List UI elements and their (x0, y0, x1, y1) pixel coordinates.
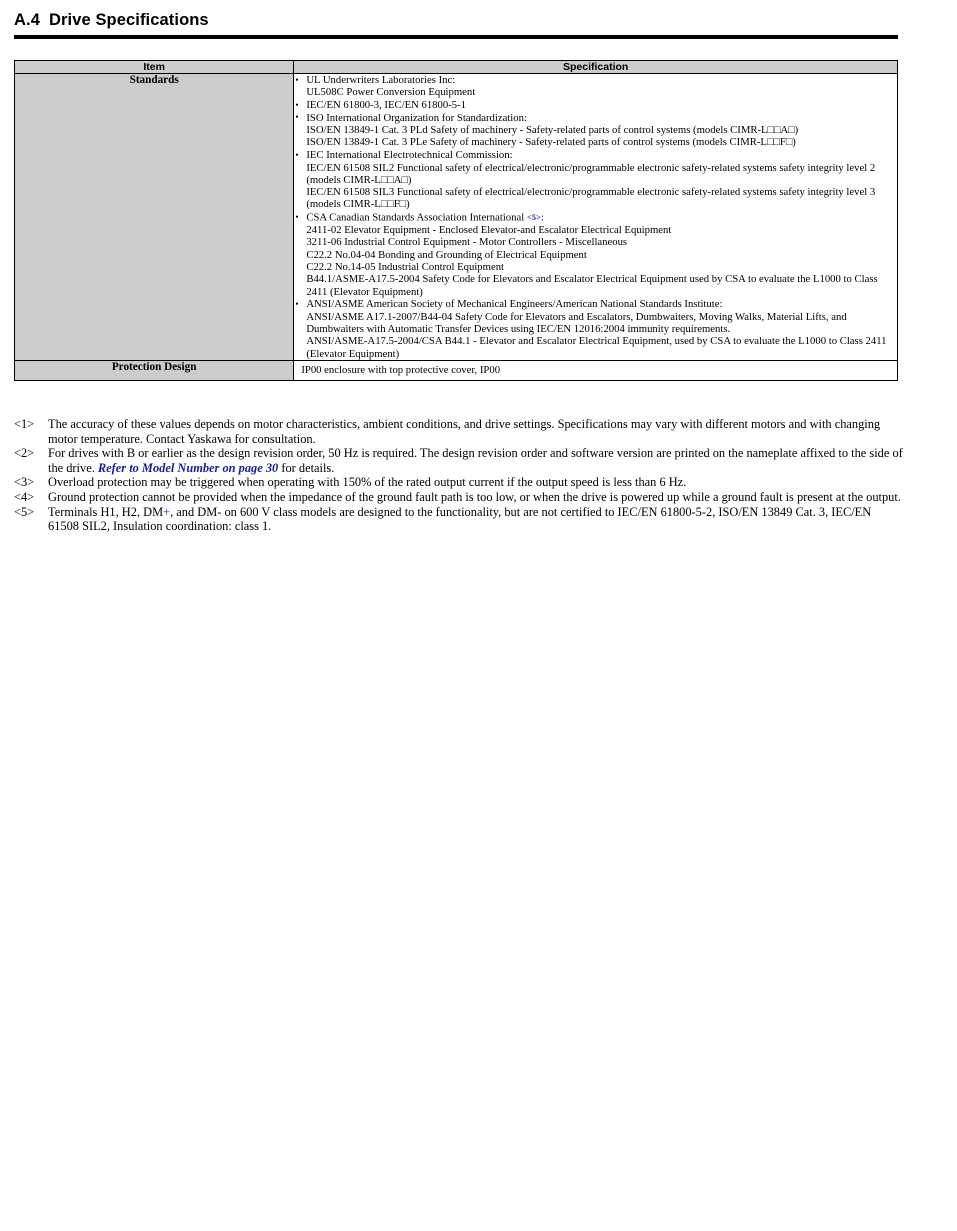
bullet-subline: C22.2 No.04-04 Bonding and Grounding of Electrical Equipment (306, 248, 587, 261)
footnote-tag: <3> (14, 475, 35, 490)
bullet-heading-csa (306, 211, 897, 224)
footnote-text-after: for details. (278, 460, 335, 475)
bullet-heading: • IEC/EN 61800-3, IEC/EN 61800-5-1 (306, 99, 467, 112)
bullet-subline: ANSI/ASME-A17.5-2004/CSA B44.1 - Elevator and Escalator Electrical Equipment, used by CSA to evaluate the L1000 to Class 2411 (Elevator Equipment) (306, 335, 887, 360)
section-title: Drive Specifications (48, 11, 209, 29)
bullet-heading: • UL Underwriters Laboratories Inc: (306, 74, 456, 86)
bullet-subline: ISO/EN 13849-1 Cat. 3 PLe Safety of machinery - Safety-related parts of control systems (models CIMR-L□□F□) (306, 136, 796, 149)
footnote-ref-5[interactable]: <5> (526, 212, 541, 223)
list-item (294, 298, 897, 359)
bullet-subline: C22.2 No.14-05 Industrial Control Equipment (306, 260, 505, 273)
row-label-protection-design: Protection Design (15, 361, 294, 380)
footnote-text: The accuracy of these values depends on motor characteristics, ambient conditions, and drive settings. Specifications may vary with different motors and with changing motor temperature. Contact Yaskawa for consultation. (48, 417, 881, 446)
model-number-link[interactable]: Refer to Model Number on page 30 (97, 460, 279, 475)
table-row-protection-design (15, 361, 898, 380)
table-header-row (15, 61, 898, 74)
footnote-text (48, 505, 904, 534)
bullet-subline: 3211-06 Industrial Control Equipment - Motor Controllers - Miscellaneous (306, 236, 628, 249)
column-header-item: Item (15, 61, 294, 74)
table-row-standards (15, 74, 898, 361)
bullet-heading: • IEC International Electrotechnical Commission: (306, 149, 513, 162)
footnote-text: Overload protection may be triggered when operating with 150% of the rated output current if the output speed is less than 6 Hz. (48, 475, 687, 490)
standards-bullet-list (294, 74, 897, 360)
plus-symbol: + (163, 504, 171, 519)
list-item (294, 149, 897, 210)
footnote-tag: <5> (14, 504, 35, 519)
drive-specifications-table (14, 60, 898, 381)
bullet-subline: 2411-02 Elevator Equipment - Enclosed Elevator-and Escalator Electrical Equipment (306, 224, 672, 237)
list-item (294, 74, 897, 99)
bullet-subline: IEC/EN 61508 SIL3 Functional safety of electrical/electronic/programmable electronic safety-related systems safety integrity level 3 (models CIMR-L□□F□) (306, 186, 876, 211)
footnote-text-before: Terminals H1, H2, DM (48, 504, 164, 519)
bullet-subline: B44.1/ASME-A17.5-2004 Safety Code for Elevators and Escalator Electrical Equipment used by CSA to evaluate the L1000 to Class 2411 (Elevator Equipment) (306, 273, 878, 298)
section-heading (14, 10, 898, 39)
bullet-heading: • ISO International Organization for Standardization: (306, 111, 527, 124)
section-number: A.4 (14, 11, 40, 29)
footnote-1 (14, 417, 904, 446)
csa-label: CSA Canadian Standards Association International (306, 211, 527, 224)
footnote-text: Ground protection cannot be provided when the impedance of the ground fault path is too low, or when the drive is powered up while a ground fault is present at the output. (48, 489, 901, 504)
row-value-protection-design: IP00 enclosure with top protective cover, IP00 (294, 361, 898, 380)
footnote-text-after: , and DM- on 600 V class models are designed to the functionality, but are not certified to IEC/EN 61800-5-2, ISO/EN 13849 Cat. 3, IEC/EN 61508 SIL2, Insulation coordination: class 1. (48, 504, 872, 534)
footnote-text (48, 446, 904, 475)
footnotes-block (14, 417, 904, 534)
footnote-text-before: For drives with B or earlier as the design revision order, 50 Hz is required. The design revision order and software version are printed on the nameplate affixed to the side of the drive. (48, 446, 903, 475)
row-label-standards: Standards (15, 74, 294, 361)
csa-colon: : (540, 211, 544, 224)
bullet-subline: IEC/EN 61508 SIL2 Functional safety of electrical/electronic/programmable electronic safety-related systems safety integrity level 2 (models CIMR-L□□A□) (306, 161, 876, 186)
footnote-tag: <4> (14, 489, 35, 504)
list-item (294, 112, 897, 149)
list-item (294, 211, 897, 298)
footnote-2 (14, 446, 904, 475)
bullet-subline: UL508C Power Conversion Equipment (306, 86, 476, 99)
column-header-specification: Specification (294, 61, 898, 74)
footnote-3 (14, 475, 904, 490)
bullet-heading: • ANSI/ASME American Society of Mechanical Engineers/American National Standards Institute: (306, 298, 723, 311)
footnote-4 (14, 490, 904, 505)
list-item (294, 99, 897, 111)
page-title (14, 10, 898, 30)
footnote-tag: <1> (14, 417, 35, 431)
bullet-subline: ANSI/ASME A17.1-2007/B44-04 Safety Code for Elevators and Escalators, Dumbwaiters, Moving Walks, Material Lifts, and Dumbwaiters with Automatic Transfer Devices using IEC/EN 12016:2004 immunity requirements. (306, 310, 847, 335)
footnote-tag: <2> (14, 446, 35, 461)
footnote-5 (14, 505, 904, 534)
heading-rule (14, 35, 898, 39)
row-value-standards (294, 74, 898, 361)
bullet-subline: ISO/EN 13849-1 Cat. 3 PLd Safety of machinery - Safety-related parts of control systems (models CIMR-L□□A□) (306, 124, 799, 137)
